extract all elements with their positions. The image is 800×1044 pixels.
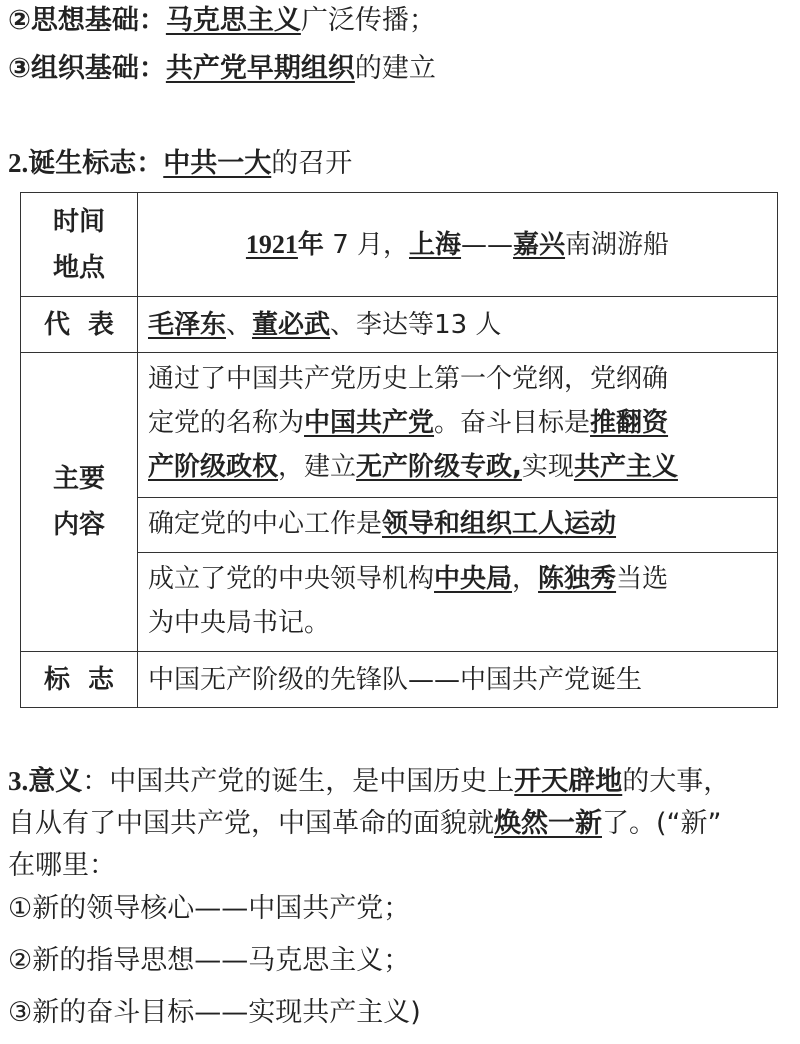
basis-label: 思想基础： xyxy=(30,5,166,36)
basis-marker: ② xyxy=(8,5,31,36)
significance-line: 在哪里： xyxy=(8,850,116,881)
text: ：中国共产党的诞生，是中国历史上 xyxy=(82,766,515,797)
label-line: 内容 xyxy=(52,510,105,540)
delegates-content xyxy=(138,297,778,353)
text: 成立了党的中央领导机构 xyxy=(148,564,435,594)
sign-content: 中国无产阶级的先锋队——中国共产党诞生 xyxy=(138,652,778,708)
content-text xyxy=(148,401,767,445)
significance-line xyxy=(8,760,794,803)
congress-info-table xyxy=(20,192,778,708)
content-text: 通过了中国共产党历史上第一个党纲，党纲确 xyxy=(148,364,669,394)
heading-label: 诞生标志： xyxy=(28,148,164,179)
label-line: 主要 xyxy=(52,464,105,494)
heading-label: 意义 xyxy=(28,766,83,797)
time-place-content xyxy=(138,193,778,297)
significance-item-2: ②新的指导思想——马克思主义； xyxy=(8,945,411,976)
content-cell xyxy=(138,353,778,652)
time-place-label xyxy=(21,193,138,297)
key-goal: 产阶级政权 xyxy=(148,452,279,482)
significance-item-3: ③新的奋斗目标——实现共产主义) xyxy=(8,997,421,1028)
heading-rest: 的召开 xyxy=(271,148,353,179)
text: 定党的名称为 xyxy=(148,408,305,438)
significance-item-1: ①新的领导核心——中国共产党； xyxy=(8,893,411,924)
table-row-time-place xyxy=(21,193,778,297)
text: 确定党的中心工作是 xyxy=(148,509,383,539)
label-line: 地点 xyxy=(52,252,105,283)
key-communism: 共产主义 xyxy=(573,452,678,482)
basis-marker: ③ xyxy=(8,53,31,84)
delegates-label: 代 表 xyxy=(21,297,138,353)
heading-number: 3. xyxy=(8,766,29,796)
key-central-bureau: 中央局 xyxy=(434,564,513,594)
delegate-dong: 董必武 xyxy=(252,309,331,340)
basis-rest: 的建立 xyxy=(354,53,436,84)
birth-heading xyxy=(8,146,352,181)
year: 1921 xyxy=(245,229,298,259)
separator: 、李达等 xyxy=(330,309,435,340)
ideological-basis-line xyxy=(8,4,436,38)
key-chen-duxiu: 陈独秀 xyxy=(538,564,617,594)
text: 了。(“新” xyxy=(602,808,722,839)
key-brand-new: 焕然一新 xyxy=(494,808,602,839)
separator: 、 xyxy=(226,309,253,340)
table-row-delegates xyxy=(21,297,778,353)
month: 7 月， xyxy=(323,229,410,260)
basis-key: 共产党早期组织 xyxy=(165,53,355,84)
basis-label: 组织基础： xyxy=(30,53,166,84)
table-row-content xyxy=(21,353,778,652)
content-item-central-bureau xyxy=(138,553,777,651)
content-label xyxy=(21,353,138,652)
dash: —— xyxy=(461,229,514,260)
key-labor-movement: 领导和组织工人运动 xyxy=(382,509,617,539)
delegate-mao: 毛泽东 xyxy=(148,309,227,340)
content-text xyxy=(148,557,767,601)
place-shanghai: 上海 xyxy=(409,229,462,260)
content-text xyxy=(148,445,767,489)
content-text: 为中央局书记。 xyxy=(148,608,331,638)
key-dictatorship: 无产阶级专政, xyxy=(356,452,522,482)
key-goal: 推翻资 xyxy=(590,408,669,438)
basis-key: 马克思主义 xyxy=(165,5,301,36)
label-line: 时间 xyxy=(52,206,105,237)
key-epoch-making: 开天辟地 xyxy=(514,766,623,797)
heading-number: 2. xyxy=(8,148,29,178)
content-item-program xyxy=(138,353,777,498)
text: 。奋斗目标是 xyxy=(434,408,591,438)
table-row-sign xyxy=(21,652,778,708)
basis-rest: 广泛传播； xyxy=(300,5,436,36)
text: 的大事， xyxy=(622,766,731,797)
text: 当选 xyxy=(616,564,669,594)
significance-paragraph xyxy=(8,760,794,887)
delegate-count: 13 人 xyxy=(434,309,502,340)
place-rest: 南湖游船 xyxy=(565,229,670,260)
heading-key: 中共一大 xyxy=(163,148,272,179)
content-item-central-work xyxy=(138,498,777,553)
place-jiaxing: 嘉兴 xyxy=(513,229,566,260)
sign-label: 标 志 xyxy=(21,652,138,708)
organizational-basis-line xyxy=(8,52,436,86)
significance-line xyxy=(8,803,794,845)
text: ， xyxy=(512,564,539,594)
text: 自从有了中国共产党，中国革命的面貌就 xyxy=(8,808,494,839)
year-unit: 年 xyxy=(297,229,324,260)
key-party-name: 中国共产党 xyxy=(304,408,435,438)
text: 实现 xyxy=(521,452,574,482)
text: ，建立 xyxy=(278,452,357,482)
